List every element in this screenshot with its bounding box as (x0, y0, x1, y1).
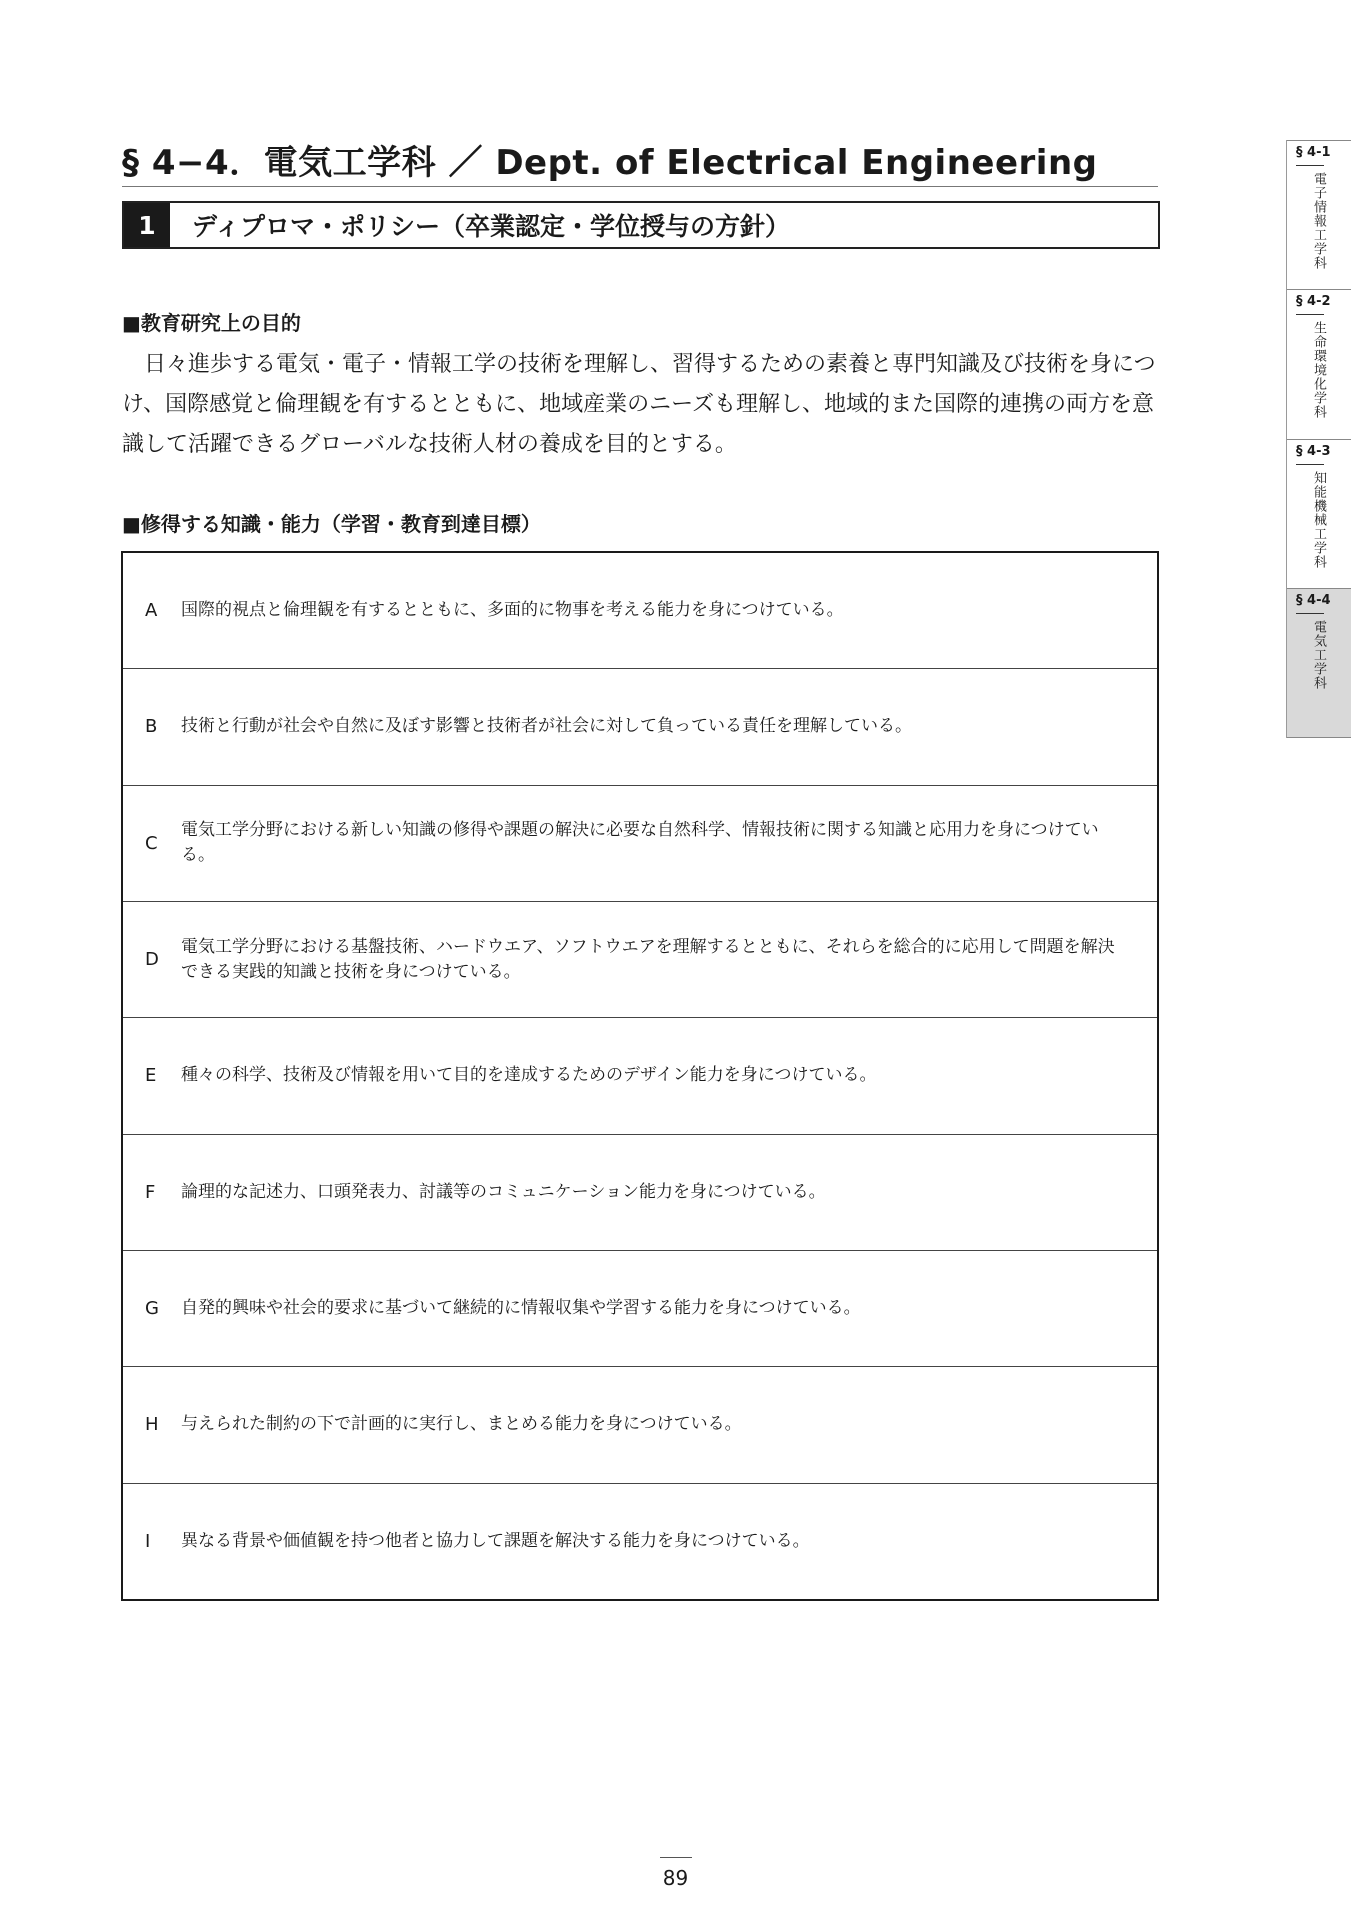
goal-letter: E (145, 1065, 157, 1087)
side-tab-rule (1296, 314, 1324, 315)
purpose-heading: ■教育研究上の目的 (122, 311, 301, 335)
goal-row (123, 786, 1157, 902)
goal-row (123, 1018, 1157, 1134)
goal-text: 与えられた制約の下で計画的に実行し、まとめる能力を身につけている。 (181, 1414, 742, 1435)
goals-heading: ■修得する知識・能力（学習・教育到達目標） (122, 512, 541, 536)
goal-text: 技術と行動が社会や自然に及ぼす影響と技術者が社会に対して負っている責任を理解している。 (181, 716, 912, 737)
side-tab-name: 電気工学科 (1311, 620, 1326, 690)
goal-text: 電気工学分野における基盤技術、ハードウエア、ソフトウエアを理解するとともに、それらを総合的に応用して問題を解決できる実践的知識と技術を身につけている。 (181, 936, 1115, 982)
goal-letter: F (145, 1181, 156, 1203)
side-tab-4-4[interactable] (1287, 588, 1351, 738)
page-number: 89 (662, 1866, 689, 1890)
goal-letter: I (145, 1530, 151, 1552)
section-number: 1 (124, 203, 170, 247)
goal-row (123, 553, 1157, 669)
side-tab-code: § 4-2 (1296, 294, 1331, 309)
goal-row (123, 1251, 1157, 1367)
goal-letter: B (145, 716, 158, 738)
goal-letter: A (145, 600, 158, 622)
goal-row (123, 1484, 1157, 1599)
section-title: ディプロマ・ポリシー（卒業認定・学位授与の方針） (192, 212, 791, 241)
side-tab-name: 電子情報工学科 (1311, 172, 1326, 270)
side-tab-4-1[interactable] (1287, 140, 1351, 289)
side-tab-rule (1296, 613, 1324, 614)
goal-text: 論理的な記述力、口頭発表力、討議等のコミュニケーション能力を身につけている。 (181, 1181, 826, 1202)
goal-text: 異なる背景や価値観を持つ他者と協力して課題を解決する能力を身につけている。 (181, 1530, 810, 1551)
goal-text: 自発的興味や社会的要求に基づいて継続的に情報収集や学習する能力を身につけている。 (181, 1298, 861, 1319)
side-tab-name: 知能機械工学科 (1311, 471, 1326, 569)
purpose-text: 日々進歩する電気・電子・情報工学の技術を理解し、習得するための素養と専門知識及び技術を身につけ、国際感覚と倫理観を有するとともに、地域産業のニーズも理解し、地域的また国際的連携の両方を意識して活躍できるグローバルな技術人材の養成を目的とする。 (122, 352, 1156, 457)
page-title: § 4−4．電気工学科 ／ Dept. of Electrical Engineering (122, 140, 1158, 187)
goal-text: 国際的視点と倫理観を有するとともに、多面的に物事を考える能力を身につけている。 (181, 600, 844, 621)
section-heading-bar (122, 201, 1160, 249)
goal-letter: D (145, 949, 159, 971)
goal-text: 種々の科学、技術及び情報を用いて目的を達成するためのデザイン能力を身につけている。 (181, 1065, 877, 1086)
goal-row (123, 902, 1157, 1018)
side-tab-code: § 4-1 (1296, 145, 1331, 160)
side-tab-4-2[interactable] (1287, 289, 1351, 439)
goal-letter: G (145, 1298, 159, 1320)
goal-text: 電気工学分野における新しい知識の修得や課題の解決に必要な自然科学、情報技術に関する知識と応用力を身につけている。 (181, 820, 1099, 866)
goal-row (123, 669, 1157, 785)
side-tab-rule (1296, 165, 1324, 166)
goals-table (121, 551, 1159, 1601)
side-tab-code: § 4-3 (1296, 444, 1331, 459)
goal-letter: H (145, 1414, 159, 1436)
goal-row (123, 1367, 1157, 1483)
section-side-tabs (1286, 140, 1351, 738)
goal-letter: C (145, 832, 158, 854)
side-tab-code: § 4-4 (1296, 593, 1331, 608)
page-number-rule (660, 1857, 692, 1858)
side-tab-4-3[interactable] (1287, 439, 1351, 588)
side-tab-name: 生命環境化学科 (1311, 321, 1326, 419)
goal-row (123, 1135, 1157, 1251)
side-tab-rule (1296, 464, 1324, 465)
